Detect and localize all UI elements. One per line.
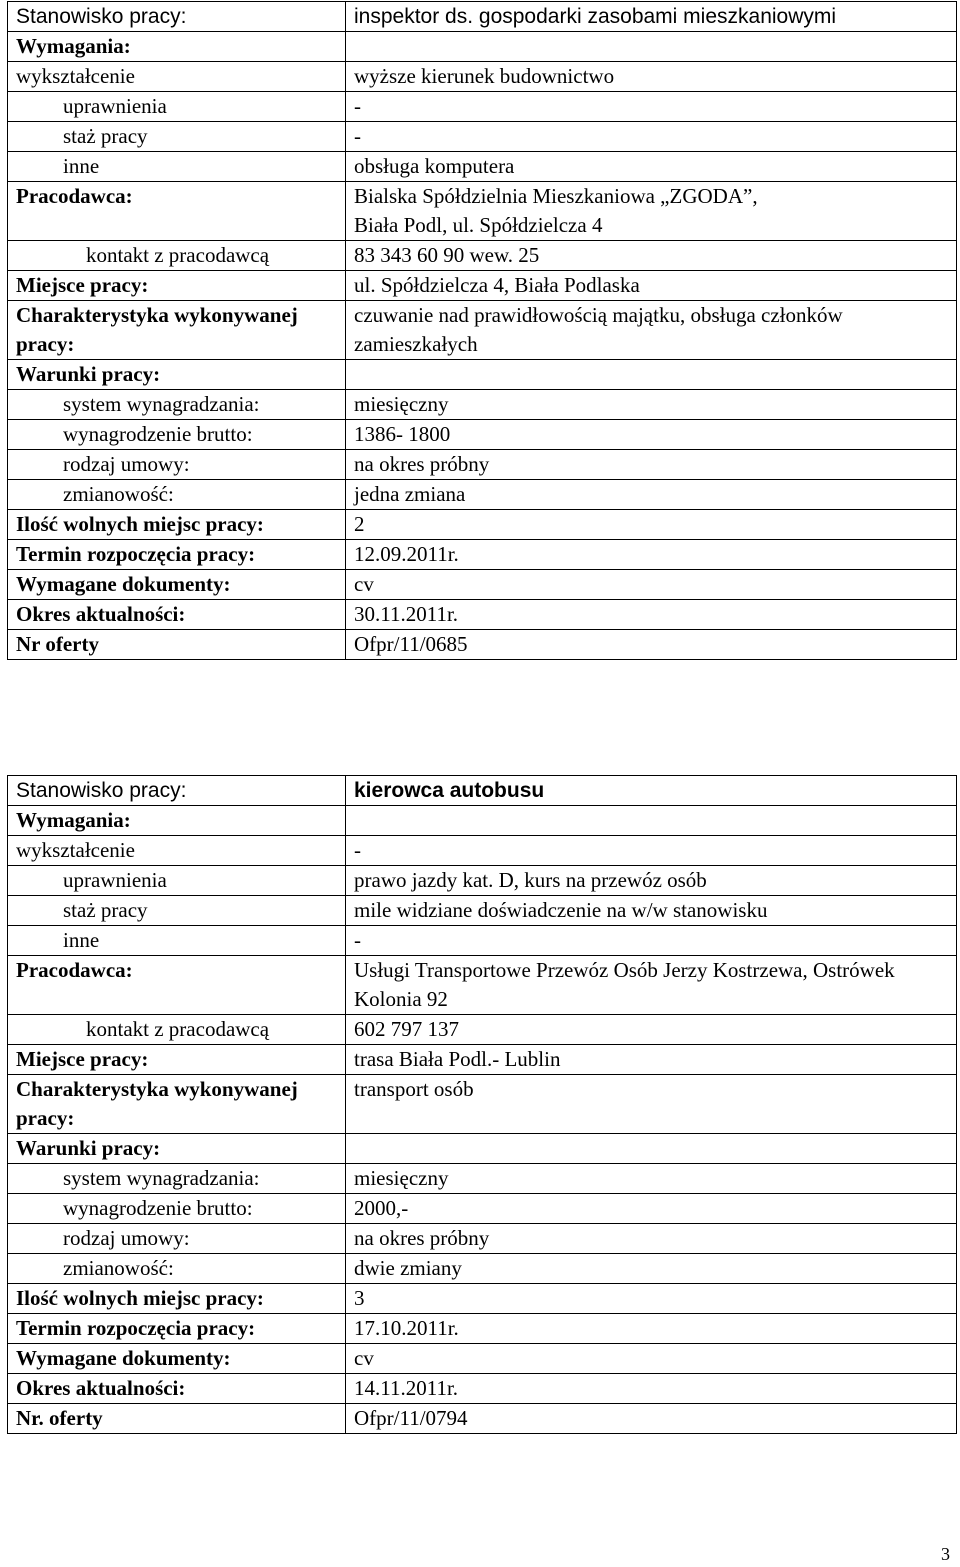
validity-row <box>8 600 957 630</box>
education-row <box>8 836 957 866</box>
contract-type-label: rodzaj umowy: <box>8 450 346 480</box>
documents-value: cv <box>346 570 957 600</box>
start-date-label: Termin rozpoczęcia pracy: <box>8 540 346 570</box>
job-description-row <box>8 1075 957 1134</box>
qualifications-row <box>8 866 957 896</box>
start-date-row <box>8 540 957 570</box>
pay-system-label: system wynagradzania: <box>8 1164 346 1194</box>
offer-number-row <box>8 1404 957 1434</box>
employer-row <box>8 956 957 1015</box>
experience-value: - <box>346 122 957 152</box>
other-row <box>8 152 957 182</box>
employer-row <box>8 182 957 241</box>
position-label: Stanowisko pracy: <box>8 776 346 806</box>
pay-system-row <box>8 390 957 420</box>
education-row <box>8 62 957 92</box>
position-label: Stanowisko pracy: <box>8 2 346 32</box>
job-description-value: czuwanie nad prawidłowością majątku, obsługa członków zamieszkałych <box>346 301 957 360</box>
workplace-label: Miejsce pracy: <box>8 271 346 301</box>
vacancies-label: Ilość wolnych miejsc pracy: <box>8 510 346 540</box>
employer-label: Pracodawca: <box>8 956 346 1015</box>
work-conditions-row <box>8 360 957 390</box>
experience-label: staż pracy <box>8 896 346 926</box>
experience-label: staż pracy <box>8 122 346 152</box>
pay-system-value: miesięczny <box>346 390 957 420</box>
employer-label: Pracodawca: <box>8 182 346 241</box>
validity-label: Okres aktualności: <box>8 600 346 630</box>
shifts-row <box>8 1254 957 1284</box>
workplace-value: trasa Biała Podl.- Lublin <box>346 1045 957 1075</box>
documents-label: Wymagane dokumenty: <box>8 1344 346 1374</box>
shifts-label: zmianowość: <box>8 1254 346 1284</box>
employer-value <box>346 182 957 241</box>
qualifications-value: - <box>346 92 957 122</box>
other-value: obsługa komputera <box>346 152 957 182</box>
job-description-value: transport osób <box>346 1075 957 1134</box>
requirements-row <box>8 32 957 62</box>
pay-system-row <box>8 1164 957 1194</box>
contact-label: kontakt z pracodawcą <box>8 1015 346 1045</box>
documents-value: cv <box>346 1344 957 1374</box>
shifts-value: jedna zmiana <box>346 480 957 510</box>
gross-salary-label: wynagrodzenie brutto: <box>8 1194 346 1224</box>
contract-type-value: na okres próbny <box>346 1224 957 1254</box>
contract-type-row <box>8 1224 957 1254</box>
workplace-row <box>8 1045 957 1075</box>
vacancies-row <box>8 1284 957 1314</box>
position-value: kierowca autobusu <box>346 776 957 806</box>
validity-row <box>8 1374 957 1404</box>
workplace-label: Miejsce pracy: <box>8 1045 346 1075</box>
shifts-value: dwie zmiany <box>346 1254 957 1284</box>
other-label: inne <box>8 926 346 956</box>
documents-label: Wymagane dokumenty: <box>8 570 346 600</box>
requirements-row <box>8 806 957 836</box>
other-label: inne <box>8 152 346 182</box>
validity-label: Okres aktualności: <box>8 1374 346 1404</box>
work-conditions-label: Warunki pracy: <box>8 360 346 390</box>
start-date-row <box>8 1314 957 1344</box>
employer-name: Bialska Spółdzielnia Mieszkaniowa „ZGODA”, <box>354 184 758 208</box>
validity-value: 30.11.2011r. <box>346 600 957 630</box>
education-value: wyższe kierunek budownictwo <box>346 62 957 92</box>
job-offer-table-1 <box>7 1 957 660</box>
workplace-row <box>8 271 957 301</box>
vacancies-value: 2 <box>346 510 957 540</box>
job-description-row <box>8 301 957 360</box>
qualifications-row <box>8 92 957 122</box>
employer-address: Biała Podl, ul. Spółdzielcza 4 <box>354 213 603 237</box>
other-row <box>8 926 957 956</box>
other-value: - <box>346 926 957 956</box>
documents-row <box>8 1344 957 1374</box>
page-number: 3 <box>941 1544 950 1564</box>
work-conditions-value <box>346 360 957 390</box>
start-date-value: 17.10.2011r. <box>346 1314 957 1344</box>
work-conditions-label: Warunki pracy: <box>8 1134 346 1164</box>
education-label: wykształcenie <box>8 62 346 92</box>
gross-salary-row <box>8 1194 957 1224</box>
work-conditions-row <box>8 1134 957 1164</box>
experience-row <box>8 896 957 926</box>
qualifications-label: uprawnienia <box>8 92 346 122</box>
documents-row <box>8 570 957 600</box>
contact-row <box>8 1015 957 1045</box>
vacancies-value: 3 <box>346 1284 957 1314</box>
position-row <box>8 776 957 806</box>
education-label: wykształcenie <box>8 836 346 866</box>
start-date-value: 12.09.2011r. <box>346 540 957 570</box>
job-offer-table-2 <box>7 775 957 1434</box>
contact-row <box>8 241 957 271</box>
offer-number-label: Nr oferty <box>8 630 346 660</box>
experience-row <box>8 122 957 152</box>
start-date-label: Termin rozpoczęcia pracy: <box>8 1314 346 1344</box>
contract-type-label: rodzaj umowy: <box>8 1224 346 1254</box>
qualifications-value: prawo jazdy kat. D, kurs na przewóz osób <box>346 866 957 896</box>
contact-value: 83 343 60 90 wew. 25 <box>346 241 957 271</box>
offer-number-value: Ofpr/11/0794 <box>346 1404 957 1434</box>
validity-value: 14.11.2011r. <box>346 1374 957 1404</box>
gross-salary-value: 1386- 1800 <box>346 420 957 450</box>
vacancies-label: Ilość wolnych miejsc pracy: <box>8 1284 346 1314</box>
requirements-label: Wymagania: <box>8 32 346 62</box>
position-row <box>8 2 957 32</box>
qualifications-label: uprawnienia <box>8 866 346 896</box>
gross-salary-row <box>8 420 957 450</box>
contract-type-value: na okres próbny <box>346 450 957 480</box>
work-conditions-value <box>346 1134 957 1164</box>
contact-label: kontakt z pracodawcą <box>8 241 346 271</box>
employer-value: Usługi Transportowe Przewóz Osób Jerzy Kostrzewa, Ostrówek Kolonia 92 <box>346 956 957 1015</box>
offer-number-label: Nr. oferty <box>8 1404 346 1434</box>
job-description-label: Charakterystyka wykonywanej pracy: <box>8 301 346 360</box>
shifts-row <box>8 480 957 510</box>
gross-salary-value: 2000,- <box>346 1194 957 1224</box>
workplace-value: ul. Spółdzielcza 4, Biała Podlaska <box>346 271 957 301</box>
requirements-value <box>346 806 957 836</box>
offer-number-row <box>8 630 957 660</box>
experience-value: mile widziane doświadczenie na w/w stanowisku <box>346 896 957 926</box>
requirements-label: Wymagania: <box>8 806 346 836</box>
pay-system-label: system wynagradzania: <box>8 390 346 420</box>
position-value: inspektor ds. gospodarki zasobami mieszkaniowymi <box>346 2 957 32</box>
gross-salary-label: wynagrodzenie brutto: <box>8 420 346 450</box>
vacancies-row <box>8 510 957 540</box>
offer-number-value: Ofpr/11/0685 <box>346 630 957 660</box>
shifts-label: zmianowość: <box>8 480 346 510</box>
contact-value: 602 797 137 <box>346 1015 957 1045</box>
requirements-value <box>346 32 957 62</box>
pay-system-value: miesięczny <box>346 1164 957 1194</box>
job-description-label: Charakterystyka wykonywanej pracy: <box>8 1075 346 1134</box>
education-value: - <box>346 836 957 866</box>
contract-type-row <box>8 450 957 480</box>
